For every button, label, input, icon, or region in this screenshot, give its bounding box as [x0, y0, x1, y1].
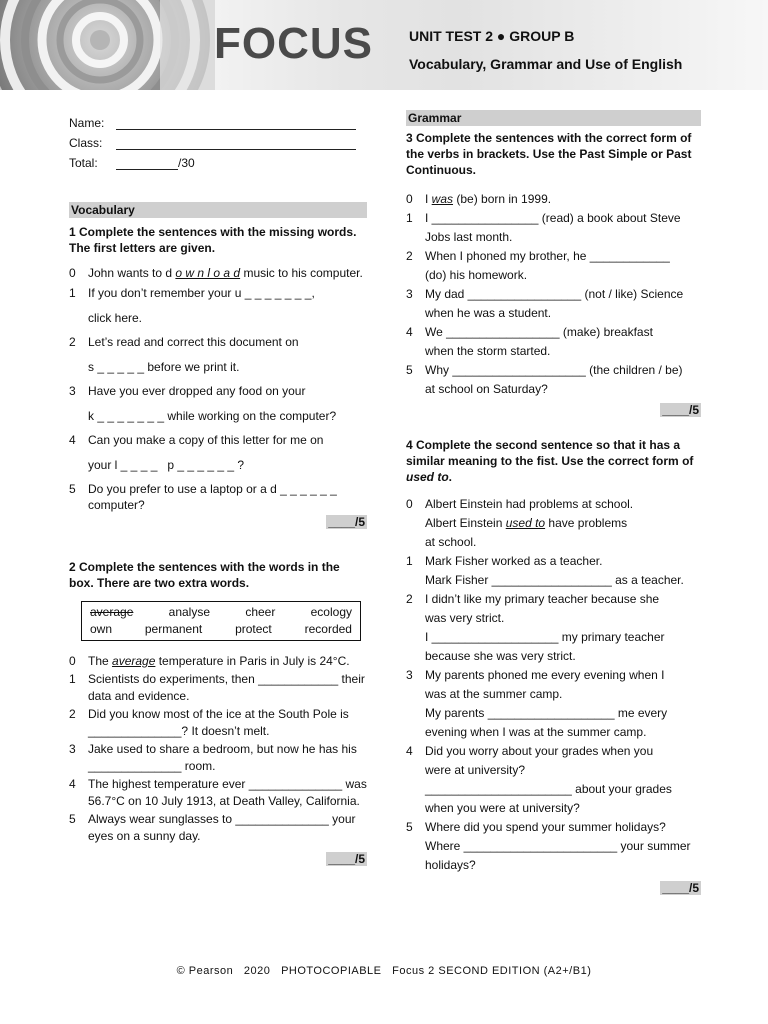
ex2-item-3: 3 Jake used to share a bedroom, but now he has his ______________ room. [69, 741, 357, 773]
ex3-item-2: 2 When I phoned my brother, he ____________ (do) his homework. [406, 249, 670, 282]
ex3-item-1: 1 I ________________ (read) a book about Steve Jobs last month. [406, 211, 681, 244]
ex1-item-1: 1 If you don’t remember your u _ _ _ _ _ _ _, click here. [69, 286, 315, 325]
example-answer: was [431, 192, 454, 206]
total-line[interactable] [116, 158, 178, 170]
ex4-score: ____/5 [662, 881, 699, 895]
swirl-logo-graphic [0, 0, 215, 90]
ex2-item-4: 4 The highest temperature ever ______________ was 56.7°C on 10 July 1913, at Death Valley, California. [69, 776, 367, 808]
ex1-instruction: 1 Complete the sentences with the missing words. The first letters are given. [69, 225, 357, 255]
class-line[interactable] [116, 138, 356, 150]
vocabulary-section-bar: Vocabulary [69, 202, 367, 218]
name-line[interactable] [116, 118, 356, 130]
ex3-item-0: 0 I was (be) born in 1999. [406, 192, 552, 206]
ex4-item-2: 2 I didn’t like my primary teacher because she was very strict. I ___________________ my primary teacher because she was very strict. [406, 592, 665, 663]
ex3-item-3: 3 My dad _________________ (not / like) Science when he was a student. [406, 287, 684, 320]
ex2-instruction: 2 Complete the sentences with the words in the box. There are two extra words. [69, 560, 340, 590]
unit-test-subtitle: Vocabulary, Grammar and Use of English [409, 56, 683, 72]
class-label: Class: [69, 136, 103, 150]
right-column [406, 110, 701, 895]
page-header [0, 0, 768, 90]
ex3-instruction: 3 Complete the sentences with the correct form of the verbs in brackets. Use the Past Simple or Past Continuous. [406, 131, 692, 177]
ex3-score: ____/5 [662, 403, 699, 417]
total-label: Total: [69, 156, 98, 170]
ex1-item-0: 0 John wants to d o w n l o a d music to his computer. [69, 266, 363, 280]
word-box [81, 601, 361, 641]
ex4-item-3: 3 My parents phoned me every evening when I was at the summer camp. My parents ___________________ me every evening when I was at the summer camp. [406, 668, 668, 739]
ex2-item-2: 2 Did you know most of the ice at the South Pole is ______________? It doesn’t melt. [69, 706, 349, 738]
grammar-section-bar: Grammar [406, 110, 701, 126]
word-box-row-1: average analyse cheer ecology [90, 605, 352, 619]
example-answer: used to [505, 516, 546, 530]
ex1-score: ____/5 [328, 515, 365, 529]
ex2-score: ____/5 [328, 851, 365, 866]
ex2-item-1: 1 Scientists do experiments, then ____________ their data and evidence. [69, 671, 365, 703]
unit-test-title: UNIT TEST 2 ● GROUP B [409, 28, 575, 44]
ex2-item-5: 5 Always wear sunglasses to ______________ your eyes on a sunny day. [69, 811, 356, 843]
ex1-item-5: 5 Do you prefer to use a laptop or a d _ _ _ _ _ _ computer? [69, 482, 337, 512]
class-field [69, 130, 367, 150]
ex4-item-5: 5 Where did you spend your summer holidays? Where _______________________ your summer holidays? [406, 820, 691, 872]
ex4-instruction: 4 Complete the second sentence so that it has a similar meaning to the fist. Use the correct form of used to. [406, 438, 694, 484]
ex3-item-4: 4 We _________________ (make) breakfast when the storm started. [406, 325, 653, 358]
brand-logo: FOCUS [214, 19, 373, 68]
copyright-footer: © Pearson 2020 PHOTOCOPIABLE Focus 2 SECOND EDITION (A2+/B1) [176, 965, 592, 977]
ex4-item-1: 1 Mark Fisher worked as a teacher. Mark Fisher __________________ as a teacher. [406, 554, 684, 587]
word-box-row-2: own permanent protect recorded [90, 622, 352, 636]
ex1-item-3: 3 Have you ever dropped any food on your k _ _ _ _ _ _ _ while working on the computer? [69, 384, 337, 423]
left-column [69, 110, 367, 866]
total-field [69, 150, 367, 170]
ex2-item-0: 0 The average temperature in Paris in July is 24°C. [69, 654, 350, 668]
ex1-item-2: 2 Let’s read and correct this document on s _ _ _ _ _ before we print it. [69, 335, 299, 374]
example-answer: o w n l o a d [175, 266, 241, 280]
example-answer: average [112, 654, 156, 668]
ex4-item-0: 0 Albert Einstein had problems at school. Albert Einstein used to have problems at school. [406, 497, 634, 549]
ex4-item-4: 4 Did you worry about your grades when you were at university? ______________________ about your grades when you were at university? [406, 744, 672, 815]
ex1-item-4: 4 Can you make a copy of this letter for me on your l _ _ _ _ p _ _ _ _ _ _ ? [69, 433, 324, 472]
total-suffix: /30 [178, 156, 195, 170]
name-field [69, 110, 367, 130]
name-label: Name: [69, 116, 105, 130]
ex3-item-5: 5 Why ____________________ (the children / be) at school on Saturday? [406, 363, 683, 396]
